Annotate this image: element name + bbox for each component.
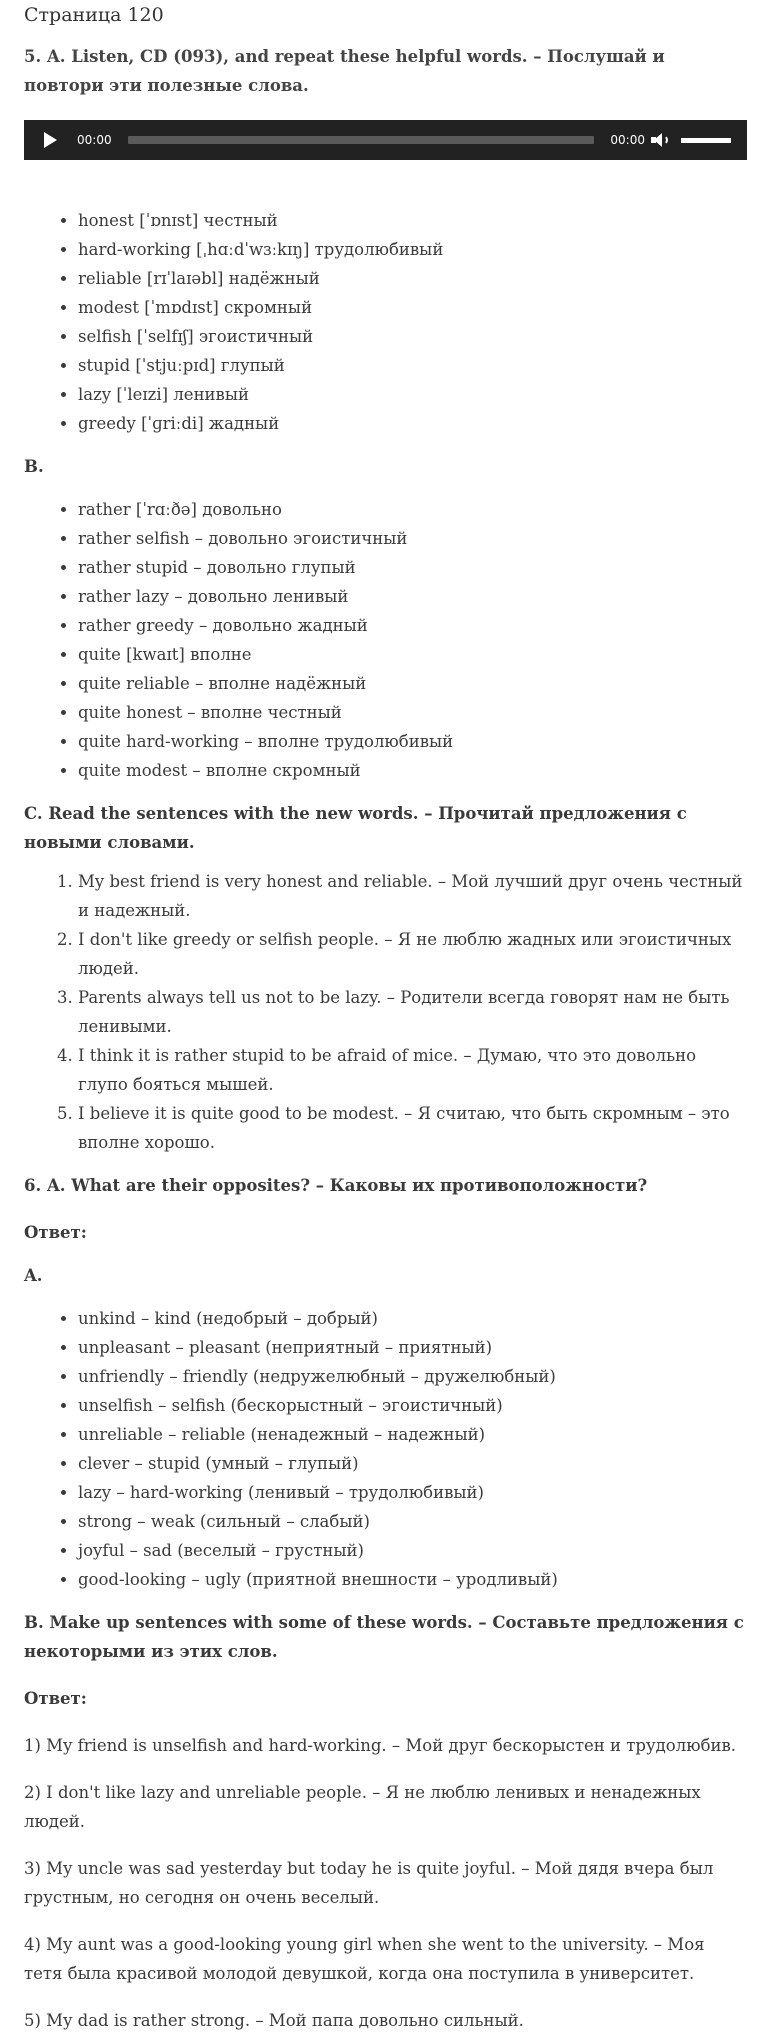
opposites-list <box>24 1304 747 1594</box>
list-item: • unselfish – selfish (бескорыстный – эгоистичный) <box>78 1391 747 1420</box>
answer-label: Ответ: <box>24 1223 87 1242</box>
task-5c-heading: C. Read the sentences with the new words. – Прочитай предложения с новыми словами. <box>24 804 687 852</box>
list-item: • rather selfish – довольно эгоистичный <box>78 524 747 553</box>
answer-sentence: 4) My aunt was a good-looking young girl when she went to the university. – Моя тетя была красивой молодой девушкой, когда она поступила в университет. <box>24 1935 705 1983</box>
list-item: 4. I think it is rather stupid to be afraid of mice. – Думаю, что это довольно глупо бояться мышей. <box>78 1041 747 1099</box>
list-item: • strong – weak (сильный – слабый) <box>78 1507 747 1536</box>
play-icon[interactable] <box>44 132 57 148</box>
list-item: • selfish [ˈselfɪʃ] эгоистичный <box>78 322 747 351</box>
progress-track[interactable] <box>128 136 595 144</box>
task-6a-heading: 6. A. What are their opposites? – Каковы их противоположности? <box>24 1176 648 1195</box>
task-5a-ru: Послушай и повтори эти полезные слова. <box>24 47 665 95</box>
list-item: • quite reliable – вполне надёжный <box>78 669 747 698</box>
duration-time: 00:00 <box>610 133 645 147</box>
list-item: • rather [ˈrɑːðə] довольно <box>78 495 747 524</box>
current-time: 00:00 <box>77 133 112 147</box>
list-item: • lazy – hard-working (ленивый – трудолюбивый) <box>78 1478 747 1507</box>
list-item: • quite [kwaɪt] вполне <box>78 640 747 669</box>
task-5a-dash: – <box>527 47 542 66</box>
list-item: • rather lazy – довольно ленивый <box>78 582 747 611</box>
volume-slider[interactable] <box>681 138 731 143</box>
volume-icon[interactable] <box>651 132 671 148</box>
list-item: • quite honest – вполне честный <box>78 698 747 727</box>
answer-sentence: 5) My dad is rather strong. – Мой папа довольно сильный. <box>24 2011 524 2030</box>
list-item: • quite hard-working – вполне трудолюбивый <box>78 727 747 756</box>
list-item: 5. I believe it is quite good to be modest. – Я считаю, что быть скромным – это вполне хорошо. <box>78 1099 747 1157</box>
list-item: 2. I don't like greedy or selfish people. – Я не люблю жадных или эгоистичных людей. <box>78 925 747 983</box>
task-6b-heading: B. Make up sentences with some of these words. – Составьте предложения с некоторыми из этих слов. <box>24 1613 744 1661</box>
answer-sentence: 2) I don't like lazy and unreliable people. – Я не люблю ленивых и ненадежных людей. <box>24 1783 701 1831</box>
list-item: • rather greedy – довольно жадный <box>78 611 747 640</box>
answer-sentence: 1) My friend is unselfish and hard-working. – Мой друг бескорыстен и трудолюбив. <box>24 1736 737 1755</box>
list-item: • unreliable – reliable (ненадежный – надежный) <box>78 1420 747 1449</box>
list-item: • greedy [ˈɡriːdi] жадный <box>78 409 747 438</box>
page-title: Страница 120 <box>24 4 164 26</box>
task-5a-en: 5. A. Listen, CD (093), and repeat these helpful words. <box>24 47 528 66</box>
list-item: • unkind – kind (недобрый – добрый) <box>78 1304 747 1333</box>
word-list-b <box>24 495 747 785</box>
section-a-heading: A. <box>24 1266 43 1285</box>
list-item: • hard-working [ˌhɑːdˈwɜːkɪŋ] трудолюбивый <box>78 235 747 264</box>
list-item: • modest [ˈmɒdɪst] скромный <box>78 293 747 322</box>
audio-player <box>24 120 747 160</box>
list-item: • unfriendly – friendly (недружелюбный – дружелюбный) <box>78 1362 747 1391</box>
list-item: • joyful – sad (веселый – грустный) <box>78 1536 747 1565</box>
list-item: • stupid [ˈstjuːpɪd] глупый <box>78 351 747 380</box>
list-item: • honest [ˈɒnɪst] честный <box>78 206 747 235</box>
answer-sentence: 3) My uncle was sad yesterday but today he is quite joyful. – Мой дядя вчера был грустным, но сегодня он очень веселый. <box>24 1859 714 1907</box>
list-item: • lazy [ˈleɪzi] ленивый <box>78 380 747 409</box>
answer-label-2: Ответ: <box>24 1689 87 1708</box>
list-item: • rather stupid – довольно глупый <box>78 553 747 582</box>
word-list-a <box>24 206 747 438</box>
list-item: • reliable [rɪˈlaɪəbl] надёжный <box>78 264 747 293</box>
task-5a-heading <box>24 42 747 100</box>
list-item: • unpleasant – pleasant (неприятный – приятный) <box>78 1333 747 1362</box>
list-item: • clever – stupid (умный – глупый) <box>78 1449 747 1478</box>
sentence-list-c <box>24 867 747 1157</box>
list-item: • quite modest – вполне скромный <box>78 756 747 785</box>
list-item: • good-looking – ugly (приятной внешности – уродливый) <box>78 1565 747 1594</box>
section-b-heading: B. <box>24 457 44 476</box>
list-item: 1. My best friend is very honest and reliable. – Мой лучший друг очень честный и надежный. <box>78 867 747 925</box>
list-item: 3. Parents always tell us not to be lazy. – Родители всегда говорят нам не быть ленивыми. <box>78 983 747 1041</box>
